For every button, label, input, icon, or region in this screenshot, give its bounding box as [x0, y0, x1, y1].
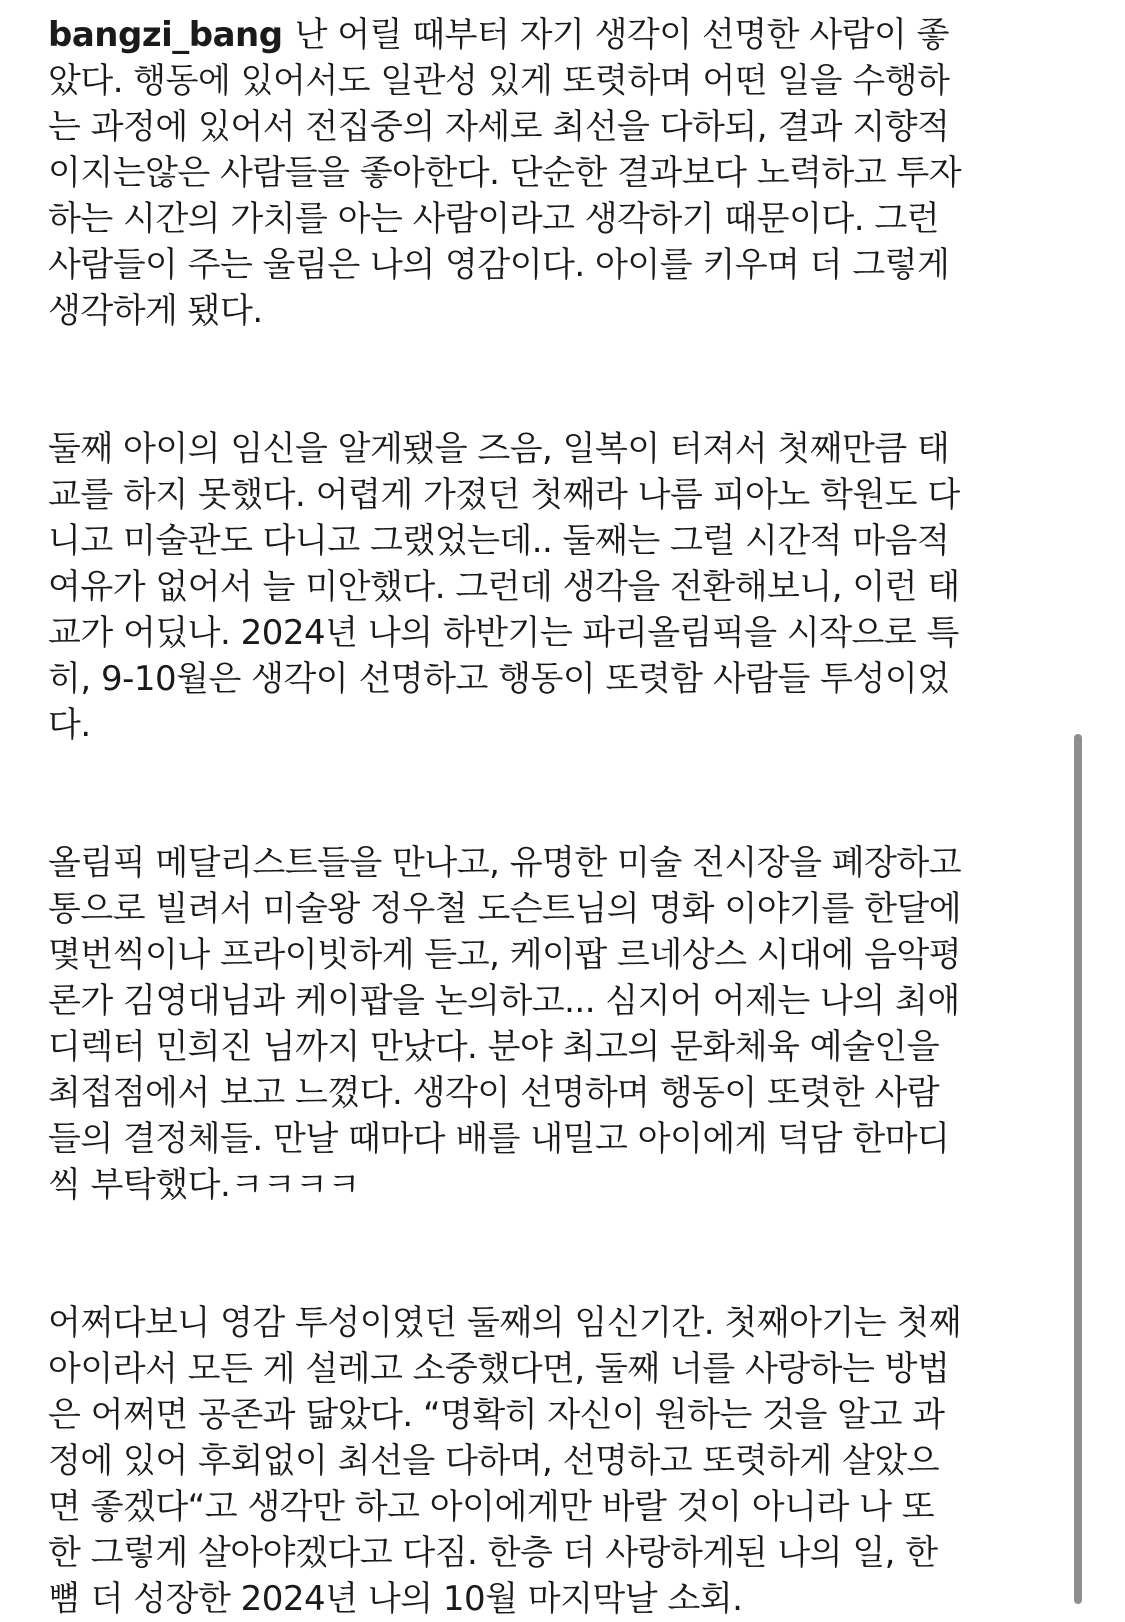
caption-line: 아이라서 모든 게 설레고 소중했다면, 둘째 너를 사랑하는 방법 — [48, 1349, 950, 1389]
caption-line: 들의 결정체들. 만날 때마다 배를 내밀고 아이에게 덕담 한마디 — [48, 1119, 950, 1159]
caption-line: 하는 시간의 가치를 아는 사람이라고 생각하기 때문이다. 그런 — [48, 199, 940, 239]
caption-line: 정에 있어 후회없이 최선을 다하며, 선명하고 또렷하게 살았으 — [48, 1441, 940, 1481]
caption-line: 여유가 없어서 늘 미안했다. 그런데 생각을 전환해보니, 이런 태 — [48, 567, 960, 607]
paragraph-gap — [48, 334, 1058, 426]
caption-line: 았다. 행동에 있어서도 일관성 있게 또렷하며 어떤 일을 수행하 — [48, 61, 950, 101]
caption-line: 올림픽 메달리스트들을 만나고, 유명한 미술 전시장을 폐장하고 — [48, 843, 962, 883]
caption-line: 론가 김영대님과 케이팝을 논의하고... 심지어 어제는 나의 최애 — [48, 981, 960, 1021]
caption-line: 뼘 더 성장한 2024년 나의 10월 마지막날 소회. — [48, 1579, 743, 1619]
scrollbar-thumb[interactable] — [1074, 734, 1082, 1604]
caption-line: 둘째 아이의 임신을 알게됐을 즈음, 일복이 터져서 첫째만큼 태 — [48, 429, 950, 469]
caption-line: 어쩌다보니 영감 투성이였던 둘째의 임신기간. 첫째아기는 첫째 — [48, 1303, 962, 1343]
caption-line: 통으로 빌려서 미술왕 정우철 도슨트님의 명화 이야기를 한달에 — [48, 889, 962, 929]
caption-line: 씩 부탁했다.ㅋㅋㅋㅋ — [48, 1165, 360, 1205]
caption-line: bangzi_bang 난 어릴 때부터 자기 생각이 선명한 사람이 좋 — [48, 15, 949, 55]
caption-line: 는 과정에 있어서 전집중의 자세로 최선을 다하되, 결과 지향적 — [48, 107, 950, 147]
paragraph-gap — [48, 748, 1058, 840]
caption-line: 교를 하지 못했다. 어렵게 가졌던 첫째라 나름 피아노 학원도 다 — [48, 475, 960, 515]
paragraph-gap — [48, 1208, 1058, 1300]
caption-line: 이지는않은 사람들을 좋아한다. 단순한 결과보다 노력하고 투자 — [48, 153, 962, 193]
caption-line: 한 그렇게 살아야겠다고 다짐. 한층 더 사랑하게된 나의 일, 한 — [48, 1533, 938, 1573]
caption-line: 사람들이 주는 울림은 나의 영감이다. 아이를 키우며 더 그렇게 — [48, 245, 950, 285]
caption-line: 최접점에서 보고 느꼈다. 생각이 선명하며 행동이 또렷한 사람 — [48, 1073, 940, 1113]
username-link[interactable]: bangzi_bang — [48, 15, 283, 55]
caption-line: 디렉터 민희진 님까지 만났다. 분야 최고의 문화체육 예술인을 — [48, 1027, 940, 1067]
caption-line: 은 어쩌면 공존과 닮았다. “명확히 자신이 원하는 것을 알고 과 — [48, 1395, 945, 1435]
caption-line: 면 좋겠다“고 생각만 하고 아이에게만 바랄 것이 아니라 나 또 — [48, 1487, 935, 1527]
caption-line: 생각하게 됐다. — [48, 291, 263, 331]
caption-line: 다. — [48, 705, 91, 745]
caption-line: 몇번씩이나 프라이빗하게 듣고, 케이팝 르네상스 시대에 음악평 — [48, 935, 962, 975]
caption-line: 니고 미술관도 다니고 그랬었는데.. 둘째는 그럴 시간적 마음적 — [48, 521, 950, 561]
post-caption — [48, 12, 1058, 1622]
caption-line: 교가 어딨나. 2024년 나의 하반기는 파리올림픽을 시작으로 특 — [48, 613, 959, 653]
caption-line: 히, 9-10월은 생각이 선명하고 행동이 또렷함 사람들 투성이었 — [48, 659, 950, 699]
